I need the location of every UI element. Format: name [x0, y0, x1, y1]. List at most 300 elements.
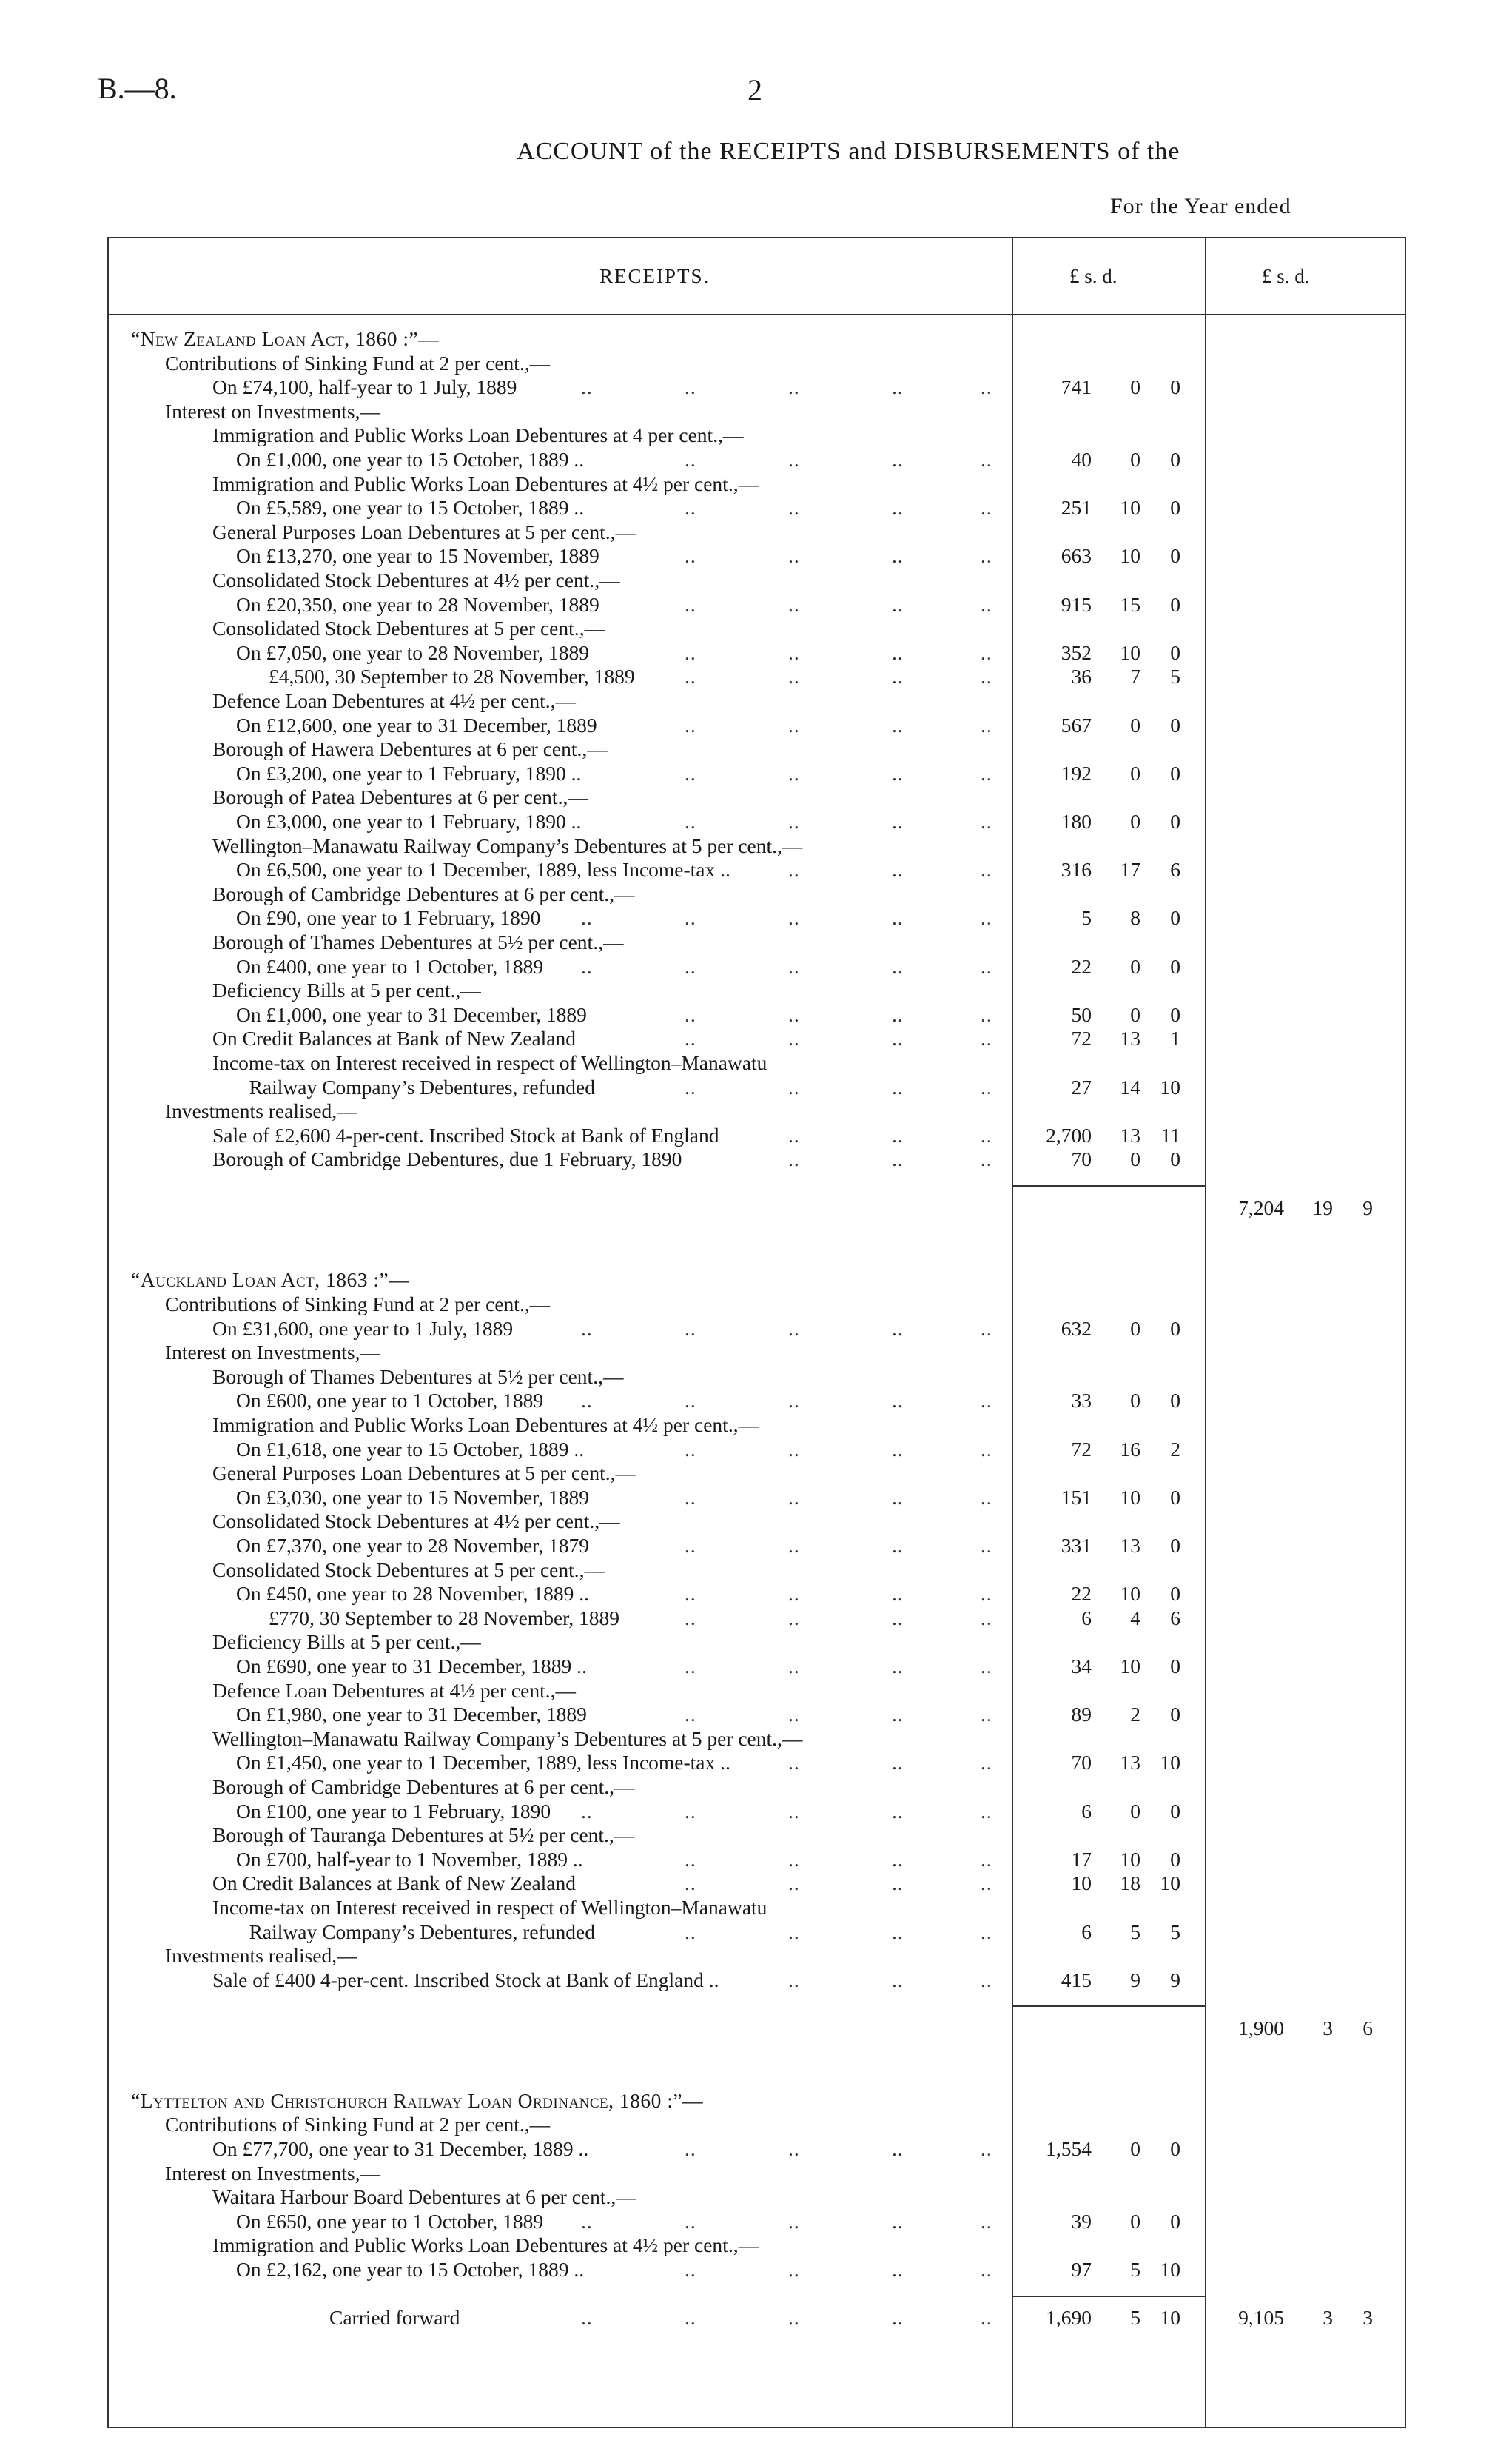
dot-leader: .. — [788, 1606, 800, 1629]
pounds-value: 663 — [1061, 544, 1092, 568]
table-row — [107, 810, 1406, 834]
shillings-value: 14 — [1120, 1075, 1140, 1099]
pence-value: 0 — [1170, 640, 1180, 664]
dot-leader: .. — [788, 1703, 800, 1726]
dot-leader: .. — [892, 1389, 904, 1412]
dot-leader: .. — [685, 1799, 696, 1823]
dot-leader: .. — [892, 1968, 904, 1991]
row-label: Wellington–Manawatu Railway Company’s Debentures at 5 per cent.,— — [212, 834, 803, 857]
shillings-value: 7 — [1130, 665, 1140, 688]
shillings-value: 10 — [1120, 1847, 1140, 1871]
dot-leader: .. — [892, 858, 904, 882]
dot-leader: .. — [788, 1534, 800, 1557]
dot-leader: .. — [892, 2137, 904, 2160]
pounds-value: 9,105 — [1238, 2306, 1284, 2330]
pence-value: 0 — [1170, 448, 1180, 471]
row-label: On £2,162, one year to 15 October, 1889 .. — [236, 2258, 585, 2281]
table-row — [107, 689, 1406, 713]
pounds-value: 39 — [1071, 2209, 1092, 2233]
dot-leader: .. — [685, 1703, 696, 1726]
pounds-value: 34 — [1071, 1655, 1092, 1677]
table-row — [107, 1558, 1406, 1582]
dot-leader: .. — [685, 810, 696, 833]
dot-leader: .. — [685, 2209, 696, 2233]
dot-leader: .. — [892, 954, 904, 978]
row-label: On £7,370, one year to 28 November, 1879 — [236, 1534, 589, 1557]
dot-leader: .. — [981, 1655, 992, 1677]
table-row — [107, 1220, 1406, 1244]
dot-leader: .. — [892, 1920, 904, 1943]
dot-leader: .. — [981, 640, 992, 664]
dot-leader: .. — [981, 1871, 992, 1895]
dot-leader: .. — [788, 1485, 800, 1509]
dot-leader: .. — [788, 1316, 800, 1340]
table-row — [107, 1534, 1406, 1558]
dot-leader: .. — [788, 1751, 800, 1774]
shillings-value: 13 — [1120, 1027, 1140, 1050]
dot-leader: .. — [892, 1075, 904, 1099]
section-heading: “Auckland Loan Act, 1863 :”— — [131, 1268, 410, 1292]
shillings-value: 0 — [1130, 448, 1140, 471]
dot-leader: .. — [685, 713, 696, 737]
table-row — [107, 2282, 1406, 2306]
shillings-value: 0 — [1130, 810, 1140, 833]
dot-leader: .. — [788, 2258, 800, 2281]
dot-leader: .. — [788, 1920, 800, 1943]
pence-value: 6 — [1170, 858, 1180, 882]
table-row — [107, 1365, 1406, 1389]
table-row — [107, 1027, 1406, 1050]
row-label: On £700, half-year to 1 November, 1889 .. — [236, 1847, 583, 1871]
dot-leader: .. — [892, 1703, 904, 1726]
section-heading-row — [107, 1268, 1406, 1292]
dot-leader: .. — [685, 1606, 696, 1629]
dot-leader: .. — [892, 1147, 904, 1171]
row-label: £770, 30 September to 28 November, 1889 — [269, 1606, 619, 1629]
dot-leader: .. — [981, 2258, 992, 2281]
table-row — [107, 979, 1406, 1002]
dot-leader: .. — [981, 1799, 992, 1823]
dot-leader: .. — [981, 906, 992, 930]
table-row — [107, 1244, 1406, 1268]
pounds-value: 50 — [1071, 1002, 1092, 1026]
row-label: On £3,000, one year to 1 February, 1890 .. — [236, 810, 582, 833]
dot-leader: .. — [892, 713, 904, 737]
pence-value: 0 — [1170, 1485, 1180, 1509]
dot-leader: .. — [685, 1655, 696, 1677]
dot-leader: .. — [892, 1002, 904, 1026]
pounds-value: 17 — [1071, 1847, 1092, 1871]
dot-leader: .. — [788, 2306, 800, 2330]
table-row — [107, 1871, 1406, 1895]
table-row — [107, 785, 1406, 809]
row-label: Consolidated Stock Debentures at 4½ per cent.,— — [212, 569, 620, 591]
row-label: Income-tax on Interest received in respect of Wellington–Manawatu — [212, 1051, 767, 1074]
table-row — [107, 1655, 1406, 1678]
pence-value: 0 — [1170, 1582, 1180, 1606]
shillings-value: 18 — [1120, 1871, 1140, 1895]
dot-leader: .. — [788, 640, 800, 664]
pence-value: 0 — [1170, 713, 1180, 737]
shillings-value: 0 — [1130, 2137, 1140, 2160]
dot-leader: .. — [981, 2209, 992, 2233]
table-row — [107, 1509, 1406, 1533]
row-label: Deficiency Bills at 5 per cent.,— — [212, 1630, 481, 1654]
pounds-value: 5 — [1081, 906, 1092, 930]
dot-leader: .. — [788, 1123, 800, 1147]
pounds-value: 316 — [1061, 858, 1092, 882]
page-subtitle: For the Year ended — [1110, 194, 1291, 218]
dot-leader: .. — [685, 2306, 696, 2330]
dot-leader: .. — [892, 1534, 904, 1557]
table-row — [107, 1147, 1406, 1171]
dot-leader: .. — [685, 1437, 696, 1461]
dot-leader: .. — [892, 592, 904, 616]
table-row — [107, 472, 1406, 496]
row-label: Immigration and Public Works Loan Debentures at 4½ per cent.,— — [212, 2233, 759, 2257]
row-label: Deficiency Bills at 5 per cent.,— — [212, 979, 481, 1002]
row-label: On £450, one year to 28 November, 1889 .. — [236, 1582, 589, 1606]
row-label: General Purposes Loan Debentures at 5 per cent.,— — [212, 520, 636, 543]
row-label: Wellington–Manawatu Railway Company’s Debentures at 5 per cent.,— — [212, 1726, 803, 1750]
pounds-value: 741 — [1061, 375, 1092, 399]
table-row — [107, 1944, 1406, 1968]
row-label: Borough of Thames Debentures at 5½ per cent.,— — [212, 1364, 624, 1388]
table-row — [107, 1968, 1406, 1992]
shillings-value: 0 — [1130, 954, 1140, 978]
pounds-value: 33 — [1071, 1389, 1092, 1412]
row-label: Defence Loan Debentures at 4½ per cent.,— — [212, 689, 576, 712]
pence-value: 0 — [1170, 592, 1180, 616]
shillings-value: 0 — [1130, 2209, 1140, 2233]
dot-leader: .. — [981, 496, 992, 520]
section-heading-row — [107, 2089, 1406, 2113]
dot-leader: .. — [788, 1147, 800, 1171]
dot-leader: .. — [788, 496, 800, 520]
dot-leader: .. — [892, 1847, 904, 1871]
pounds-value: 89 — [1071, 1703, 1092, 1726]
dot-leader: .. — [892, 1027, 904, 1050]
table-row — [107, 1775, 1406, 1799]
table-row — [107, 544, 1406, 568]
dot-leader: .. — [685, 1075, 696, 1099]
pounds-value: 10 — [1071, 1871, 1092, 1895]
dot-leader: .. — [981, 665, 992, 688]
row-label: On £3,200, one year to 1 February, 1890 .. — [236, 761, 582, 785]
row-label: General Purposes Loan Debentures at 5 per cent.,— — [212, 1461, 636, 1485]
dot-leader: .. — [685, 761, 696, 785]
shillings-value: 10 — [1120, 1582, 1140, 1606]
table-row — [107, 1920, 1406, 1944]
row-label: Borough of Patea Debentures at 6 per cent.,— — [212, 785, 588, 809]
table-row — [107, 352, 1406, 375]
dot-leader: .. — [981, 592, 992, 616]
dot-leader: .. — [685, 2258, 696, 2281]
dot-leader: .. — [788, 2137, 800, 2160]
table-row — [107, 1800, 1406, 1823]
row-label: On £12,600, one year to 31 December, 1889 — [236, 713, 597, 737]
shillings-value: 0 — [1130, 1002, 1140, 1026]
dot-leader: .. — [685, 544, 696, 568]
pence-value: 0 — [1170, 954, 1180, 978]
pence-value: 0 — [1170, 1703, 1180, 1726]
shillings-value: 0 — [1130, 1316, 1140, 1340]
shillings-value: 5 — [1130, 2258, 1140, 2281]
pence-value: 10 — [1160, 2258, 1180, 2281]
dot-leader: .. — [788, 1582, 800, 1606]
dot-leader: .. — [685, 1871, 696, 1895]
dot-leader: .. — [581, 375, 593, 399]
pence-value: 10 — [1160, 1751, 1180, 1774]
page-number: 2 — [747, 73, 762, 107]
dot-leader: .. — [788, 713, 800, 737]
shillings-value: 0 — [1130, 1389, 1140, 1412]
table-row — [107, 1606, 1406, 1630]
receipts-table — [107, 237, 1406, 2428]
pounds-value: 251 — [1061, 496, 1092, 520]
shillings-value: 10 — [1120, 1485, 1140, 1509]
dot-leader: .. — [981, 810, 992, 833]
dot-leader: .. — [981, 1147, 992, 1171]
table-row — [107, 1196, 1406, 1220]
row-label: On Credit Balances at Bank of New Zealand — [212, 1871, 577, 1895]
dot-leader: .. — [981, 954, 992, 978]
dot-leader: .. — [981, 2306, 992, 2330]
dot-leader: .. — [685, 1316, 696, 1340]
pence-value: 5 — [1170, 1920, 1180, 1943]
table-row — [107, 2137, 1406, 2161]
pounds-value: 1,554 — [1046, 2137, 1092, 2160]
table-row — [107, 617, 1406, 640]
dot-leader: .. — [981, 858, 992, 882]
dot-leader: .. — [685, 665, 696, 688]
dot-leader: .. — [981, 2137, 992, 2160]
pounds-value: 915 — [1061, 592, 1092, 616]
dot-leader: .. — [788, 1075, 800, 1099]
row-label: Interest on Investments,— — [165, 2161, 380, 2185]
table-row — [107, 593, 1406, 617]
table-row — [107, 737, 1406, 761]
pence-value: 0 — [1170, 1002, 1180, 1026]
pence-value: 9 — [1363, 1196, 1373, 1219]
dot-leader: .. — [788, 1389, 800, 1412]
pence-value: 0 — [1170, 1316, 1180, 1340]
shillings-value: 0 — [1130, 713, 1140, 737]
table-row — [107, 1992, 1406, 2016]
pounds-value: 6 — [1081, 1606, 1092, 1629]
table-row — [107, 2185, 1406, 2209]
dot-leader: .. — [685, 1534, 696, 1557]
dot-leader: .. — [685, 1920, 696, 1943]
row-label: Investments realised,— — [165, 1099, 357, 1123]
pence-value: 0 — [1170, 1799, 1180, 1823]
shillings-value: 13 — [1120, 1123, 1140, 1147]
dot-leader: .. — [981, 448, 992, 471]
section-heading: “Lyttelton and Christchurch Railway Loan Ordinance, 1860 :”— — [131, 2088, 704, 2112]
amount-column-header: £ s. d. — [1069, 265, 1118, 287]
dot-leader: .. — [685, 448, 696, 471]
dot-leader: .. — [981, 761, 992, 785]
pence-value: 6 — [1363, 2017, 1373, 2039]
dot-leader: .. — [892, 2306, 904, 2330]
row-label: On £1,000, one year to 15 October, 1889 .. — [236, 448, 585, 471]
shillings-value: 9 — [1130, 1968, 1140, 1991]
pence-value: 0 — [1170, 375, 1180, 399]
table-row — [107, 2017, 1406, 2040]
row-label: Borough of Thames Debentures at 5½ per cent.,— — [212, 931, 624, 953]
pounds-value: 1,900 — [1238, 2017, 1284, 2039]
row-label: On £7,050, one year to 28 November, 1889 — [236, 640, 589, 664]
table-row — [107, 1679, 1406, 1703]
shillings-value: 0 — [1130, 761, 1140, 785]
pounds-value: 192 — [1061, 761, 1092, 785]
pounds-value: 415 — [1061, 1968, 1092, 1991]
dot-leader: .. — [581, 954, 593, 978]
row-label: On £600, one year to 1 October, 1889 — [236, 1389, 544, 1412]
dot-leader: .. — [685, 954, 696, 978]
table-row — [107, 1389, 1406, 1412]
pence-value: 11 — [1160, 1123, 1180, 1147]
shillings-value: 2 — [1130, 1703, 1140, 1726]
dot-leader: .. — [892, 1316, 904, 1340]
row-label: On £690, one year to 31 December, 1889 .. — [236, 1655, 587, 1677]
dot-leader: .. — [892, 2209, 904, 2233]
row-label: Borough of Cambridge Debentures at 6 per cent.,— — [212, 882, 635, 905]
shillings-value: 16 — [1120, 1437, 1140, 1461]
pence-value: 0 — [1170, 810, 1180, 833]
row-label: Consolidated Stock Debentures at 5 per cent.,— — [212, 1558, 605, 1581]
row-label: Interest on Investments,— — [165, 1341, 380, 1364]
dot-leader: .. — [788, 1655, 800, 1677]
dot-leader: .. — [981, 1002, 992, 1026]
dot-leader: .. — [788, 1871, 800, 1895]
table-row — [107, 1341, 1406, 1364]
dot-leader: .. — [892, 1485, 904, 1509]
dot-leader: .. — [788, 1027, 800, 1050]
row-label: Income-tax on Interest received in respect of Wellington–Manawatu — [212, 1896, 767, 1919]
dot-leader: .. — [788, 448, 800, 471]
dot-leader: .. — [981, 1437, 992, 1461]
row-label: Immigration and Public Works Loan Debentures at 4½ per cent.,— — [212, 472, 759, 495]
table-row — [107, 1076, 1406, 1099]
pence-value: 0 — [1170, 1147, 1180, 1171]
pounds-value: 331 — [1061, 1534, 1092, 1557]
table-row — [107, 1293, 1406, 1316]
table-row — [107, 2233, 1406, 2257]
dot-leader: .. — [892, 640, 904, 664]
shillings-value: 17 — [1120, 858, 1140, 882]
total-column-header: £ s. d. — [1262, 265, 1310, 287]
shillings-value: 10 — [1120, 544, 1140, 568]
table-row — [107, 1461, 1406, 1485]
pence-value: 0 — [1170, 1534, 1180, 1557]
dot-leader: .. — [981, 1703, 992, 1726]
shillings-value: 10 — [1120, 1655, 1140, 1677]
row-label: On £31,600, one year to 1 July, 1889 — [212, 1316, 514, 1340]
row-label: Immigration and Public Works Loan Debentures at 4½ per cent.,— — [212, 1413, 759, 1436]
pence-value: 2 — [1170, 1437, 1180, 1461]
row-label: On £3,030, one year to 15 November, 1889 — [236, 1485, 589, 1509]
dot-leader: .. — [981, 1606, 992, 1629]
shillings-value: 10 — [1120, 496, 1140, 520]
row-label: On £1,000, one year to 31 December, 1889 — [236, 1002, 587, 1026]
dot-leader: .. — [685, 1847, 696, 1871]
dot-leader: .. — [892, 2258, 904, 2281]
dot-leader: .. — [788, 954, 800, 978]
table-row — [107, 400, 1406, 423]
row-label: On £74,100, half-year to 1 July, 1889 — [212, 375, 517, 399]
dot-leader: .. — [788, 858, 800, 882]
dot-leader: .. — [981, 1847, 992, 1871]
dot-leader: .. — [892, 1437, 904, 1461]
receipts-column-header: RECEIPTS. — [599, 265, 710, 287]
row-label: Defence Loan Debentures at 4½ per cent.,— — [212, 1678, 576, 1702]
dot-leader: .. — [981, 1027, 992, 1050]
dot-leader: .. — [892, 1123, 904, 1147]
pounds-value: 72 — [1071, 1437, 1092, 1461]
pence-value: 1 — [1170, 1027, 1180, 1050]
pounds-value: 180 — [1061, 810, 1092, 833]
dot-leader: .. — [981, 1316, 992, 1340]
dot-leader: .. — [788, 2209, 800, 2233]
table-row — [107, 1823, 1406, 1847]
pounds-value: 7,204 — [1238, 1196, 1284, 1219]
dot-leader: .. — [685, 906, 696, 930]
row-label: Contributions of Sinking Fund at 2 per cent.,— — [165, 1293, 551, 1315]
shillings-value: 0 — [1130, 1147, 1140, 1171]
table-row — [107, 2113, 1406, 2136]
table-row — [107, 1051, 1406, 1075]
row-label: On £90, one year to 1 February, 1890 — [236, 906, 541, 930]
shillings-value: 5 — [1130, 1920, 1140, 1943]
dot-leader: .. — [581, 906, 593, 930]
shillings-value: 0 — [1130, 375, 1140, 399]
dot-leader: .. — [892, 544, 904, 568]
table-row — [107, 1703, 1406, 1726]
dot-leader: .. — [581, 2306, 593, 2330]
table-row — [107, 858, 1406, 882]
dot-leader: .. — [981, 1075, 992, 1099]
row-label: On £20,350, one year to 28 November, 1889 — [236, 592, 599, 616]
row-label: Contributions of Sinking Fund at 2 per cent.,— — [165, 2113, 551, 2136]
dot-leader: .. — [892, 810, 904, 833]
pence-value: 10 — [1160, 1871, 1180, 1895]
row-label: Investments realised,— — [165, 1944, 357, 1968]
dot-leader: .. — [788, 544, 800, 568]
row-label: Sale of £2,600 4-per-cent. Inscribed Stock at Bank of England — [212, 1123, 719, 1147]
sum-rule — [1012, 2296, 1206, 2297]
pence-value: 5 — [1170, 665, 1180, 688]
row-label: Borough of Tauranga Debentures at 5½ per cent.,— — [212, 1823, 635, 1847]
dot-leader: .. — [685, 1027, 696, 1050]
dot-leader: .. — [892, 1751, 904, 1774]
pence-value: 10 — [1160, 2306, 1180, 2330]
table-row — [107, 2162, 1406, 2185]
dot-leader: .. — [581, 2209, 593, 2233]
section-heading-row — [107, 327, 1406, 351]
table-row — [107, 2210, 1406, 2233]
dot-leader: .. — [981, 544, 992, 568]
pence-value: 3 — [1363, 2306, 1373, 2330]
dot-leader: .. — [685, 640, 696, 664]
dot-leader: .. — [892, 375, 904, 399]
table-row — [107, 375, 1406, 399]
dot-leader: .. — [685, 592, 696, 616]
table-row — [107, 714, 1406, 737]
dot-leader: .. — [892, 1871, 904, 1895]
table-row — [107, 955, 1406, 979]
table-row — [107, 2041, 1406, 2065]
